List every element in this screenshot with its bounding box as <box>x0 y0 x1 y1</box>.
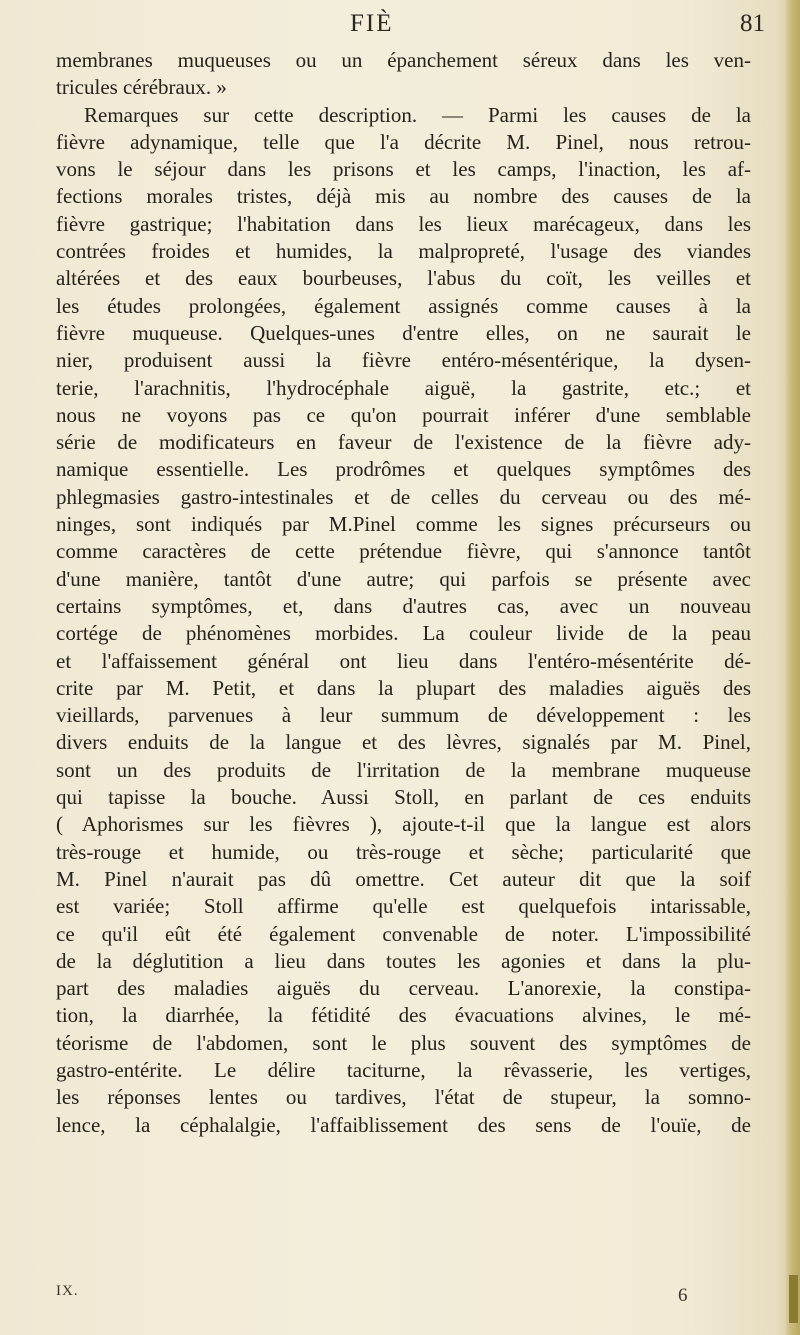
text-line: phlegmasies gastro-intestinales et de celles du cerveau ou des mé- <box>56 484 751 509</box>
page-header <box>100 10 800 50</box>
text-line: membranes muqueuses ou un épanchement séreux dans les ven- <box>56 48 751 72</box>
text-line: de la déglutition a lieu dans toutes les agonies et dans la plu- <box>56 948 751 973</box>
text-line: nier, produisent aussi la fièvre entéro-mésentérique, la dysen- <box>56 348 751 373</box>
text-line: tricules cérébraux. » <box>56 75 227 100</box>
text-line: nous ne voyons pas ce qu'on pourrait inférer d'une semblable <box>56 402 751 427</box>
folio-number: 6 <box>678 1285 688 1306</box>
text-line: lence, la céphalalgie, l'affaiblissement des sens de l'ouïe, de <box>56 1112 751 1137</box>
text-line: crite par M. Petit, et dans la plupart des maladies aiguës des <box>56 675 751 700</box>
page-edge-tab <box>789 1275 798 1323</box>
text-line: Remarques sur cette description. — Parmi les causes de la <box>84 102 751 127</box>
text-line: fièvre muqueuse. Quelques-unes d'entre elles, on ne saurait le <box>56 320 751 345</box>
text-line: qui tapisse la bouche. Aussi Stoll, en parlant de ces enduits <box>56 785 751 810</box>
page-edge <box>786 0 800 1335</box>
text-line: d'une manière, tantôt d'une autre; qui parfois se présente avec <box>56 566 751 591</box>
text-line: tion, la diarrhée, la fétidité des évacuations alvines, le mé- <box>56 1003 751 1028</box>
text-line: gastro-entérite. Le délire taciturne, la rêvasserie, les vertiges, <box>56 1057 751 1082</box>
text-line: namique essentielle. Les prodrômes et quelques symptômes des <box>56 457 751 482</box>
text-line: et l'affaissement général ont lieu dans l'entéro-mésentérite dé- <box>56 648 751 673</box>
text-line: terie, l'arachnitis, l'hydrocéphale aiguë, la gastrite, etc.; et <box>56 375 751 400</box>
text-line: très-rouge et humide, ou très-rouge et sèche; particularité que <box>56 839 751 864</box>
text-line: série de modificateurs en faveur de l'existence de la fièvre ady- <box>56 430 751 455</box>
page-number: 81 <box>740 10 765 37</box>
text-line: téorisme de l'abdomen, sont le plus souvent des symptômes de <box>56 1030 751 1055</box>
text-line: vons le séjour dans les prisons et les camps, l'inaction, les af- <box>56 157 751 182</box>
text-line: fections morales tristes, déjà mis au nombre des causes de la <box>56 184 751 209</box>
text-line: cortége de phénomènes morbides. La couleur livide de la peau <box>56 621 751 646</box>
text-line: M. Pinel n'aurait pas dû omettre. Cet auteur dit que la soif <box>56 866 751 891</box>
text-line: altérées et des eaux bourbeuses, l'abus du coït, les veilles et <box>56 266 751 291</box>
body-text <box>56 47 776 1139</box>
text-line: vieillards, parvenues à leur summum de développement : les <box>56 703 751 728</box>
text-line: sont un des produits de l'irritation de la membrane muqueuse <box>56 757 751 782</box>
text-line: certains symptômes, et, dans d'autres cas, avec un nouveau <box>56 593 751 618</box>
text-line: divers enduits de la langue et des lèvres, signalés par M. Pinel, <box>56 730 751 755</box>
text-line: est variée; Stoll affirme qu'elle est quelquefois intarissable, <box>56 894 751 919</box>
text-line: les études prolongées, également assignés comme causes à la <box>56 293 751 318</box>
text-line: comme caractères de cette prétendue fièvre, qui s'annonce tantôt <box>56 539 751 564</box>
running-head: FIÈ <box>350 10 394 37</box>
text-line: fièvre adynamique, telle que l'a décrite M. Pinel, nous retrou- <box>56 129 751 154</box>
signature-mark: IX. <box>56 1283 79 1299</box>
text-line: part des maladies aiguës du cerveau. L'anorexie, la constipa- <box>56 976 751 1001</box>
text-line: les réponses lentes ou tardives, l'état de stupeur, la somno- <box>56 1085 751 1110</box>
text-line: contrées froides et humides, la malpropreté, l'usage des viandes <box>56 239 751 264</box>
text-line: ( Aphorismes sur les fièvres ), ajoute-t-il que la langue est alors <box>56 812 751 837</box>
text-line: ninges, sont indiqués par M.Pinel comme les signes précurseurs ou <box>56 512 751 537</box>
text-line: ce qu'il eût été également convenable de noter. L'impossibilité <box>56 921 751 946</box>
text-line: fièvre gastrique; l'habitation dans les lieux marécageux, dans les <box>56 211 751 236</box>
